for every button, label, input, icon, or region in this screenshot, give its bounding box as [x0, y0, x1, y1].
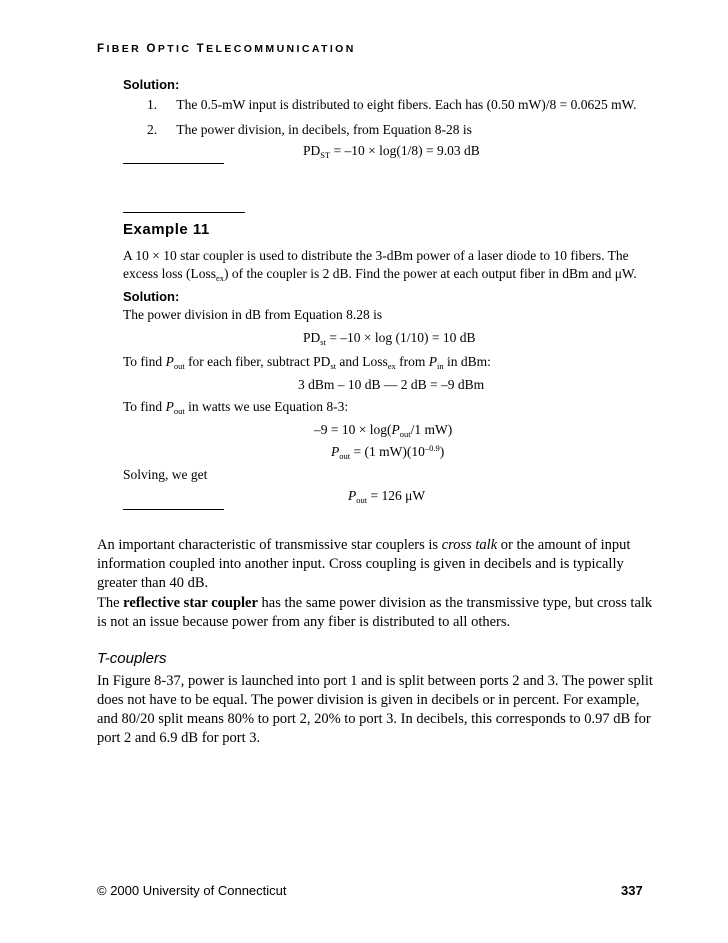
end-rule: [123, 163, 224, 164]
solution-text-3: To find $P_{out}$ in watts we use Equation 8-3:: [123, 399, 349, 416]
equation-pd-st-10: $PD_{st} = -10 \times \log (1/10) = 10$ dB: [303, 330, 476, 347]
paragraph-reflective: The reflective star coupler has the same power division as the transmissive type, but cross talk is not an issue because power from any fiber is distributed to all others.: [97, 595, 653, 630]
equation-log: $-9 = 10 \times \log(P_{out}/1$ mW): [314, 422, 453, 439]
footer-copyright: © 2000 University of Connecticut: [97, 883, 287, 898]
example-solution-label: Solution:: [123, 289, 180, 304]
solution-text-2: To find $P_{out}$ for each fiber, subtract $PD_{st}$ and Loss$_{ex}$ from $P_{in}$ in dBm:: [123, 354, 491, 371]
section-heading: T-couplers: [97, 650, 167, 667]
example-end-rule: [123, 509, 224, 510]
solution-text-4: Solving, we get: [123, 467, 208, 482]
equation-pd-st: $PD_{ST} = -10 \times \log(1/8) = 9.03$ dB: [303, 143, 480, 160]
equation-dbm: 3 dBm – 10 dB — 2 dB = –9 dBm: [298, 377, 485, 392]
example-title: Example 11: [123, 221, 210, 238]
paragraph-cross-talk: An important characteristic of transmissive star couplers is cross talk or the amount of input information coupled into another input. Cross coupling is given in decibels and is typically greater than 40 dB.: [97, 537, 631, 591]
solution-text-1: The power division in dB from Equation 8.28 is: [123, 307, 383, 322]
running-header: FIBER OPTIC TELECOMMUNICATION: [97, 43, 356, 55]
equation-pout: $P_{out} = (1$ $mW)(10^{-0.9})$: [331, 443, 445, 461]
equation-result: $P_{out} = 126$ μW: [348, 488, 426, 505]
example-rule: [123, 212, 245, 213]
solution-step-2: 2. The power division, in decibels, from Equation 8-28 is: [147, 122, 472, 137]
solution-step-1: 1. The 0.5-mW input is distributed to eight fibers. Each has (0.50 mW)/8 = 0.0625 mW.: [147, 97, 637, 112]
problem-line-2: excess loss (Loss$_{ex}$) of the coupler is 2 dB. Find the power at each output fiber in dBm and μW.: [123, 266, 637, 283]
problem-line-1: A 10 × 10 star coupler is used to distribute the 3-dBm power of a laser diode to 10 fibers. The: [123, 248, 629, 263]
paragraph-t-couplers: In Figure 8-37, power is launched into port 1 and is split between ports 2 and 3. The power split does not have to be equal. The power division is given in decibels or in percent. For example, and 80/20 split means 80% to port 2, 20% to port 3. In decibels, this corresponds to 0.97 dB for port 2 and 6.9 dB for port 3.: [97, 673, 653, 746]
page-number: 337: [621, 883, 643, 898]
solution-label: Solution:: [123, 77, 180, 92]
